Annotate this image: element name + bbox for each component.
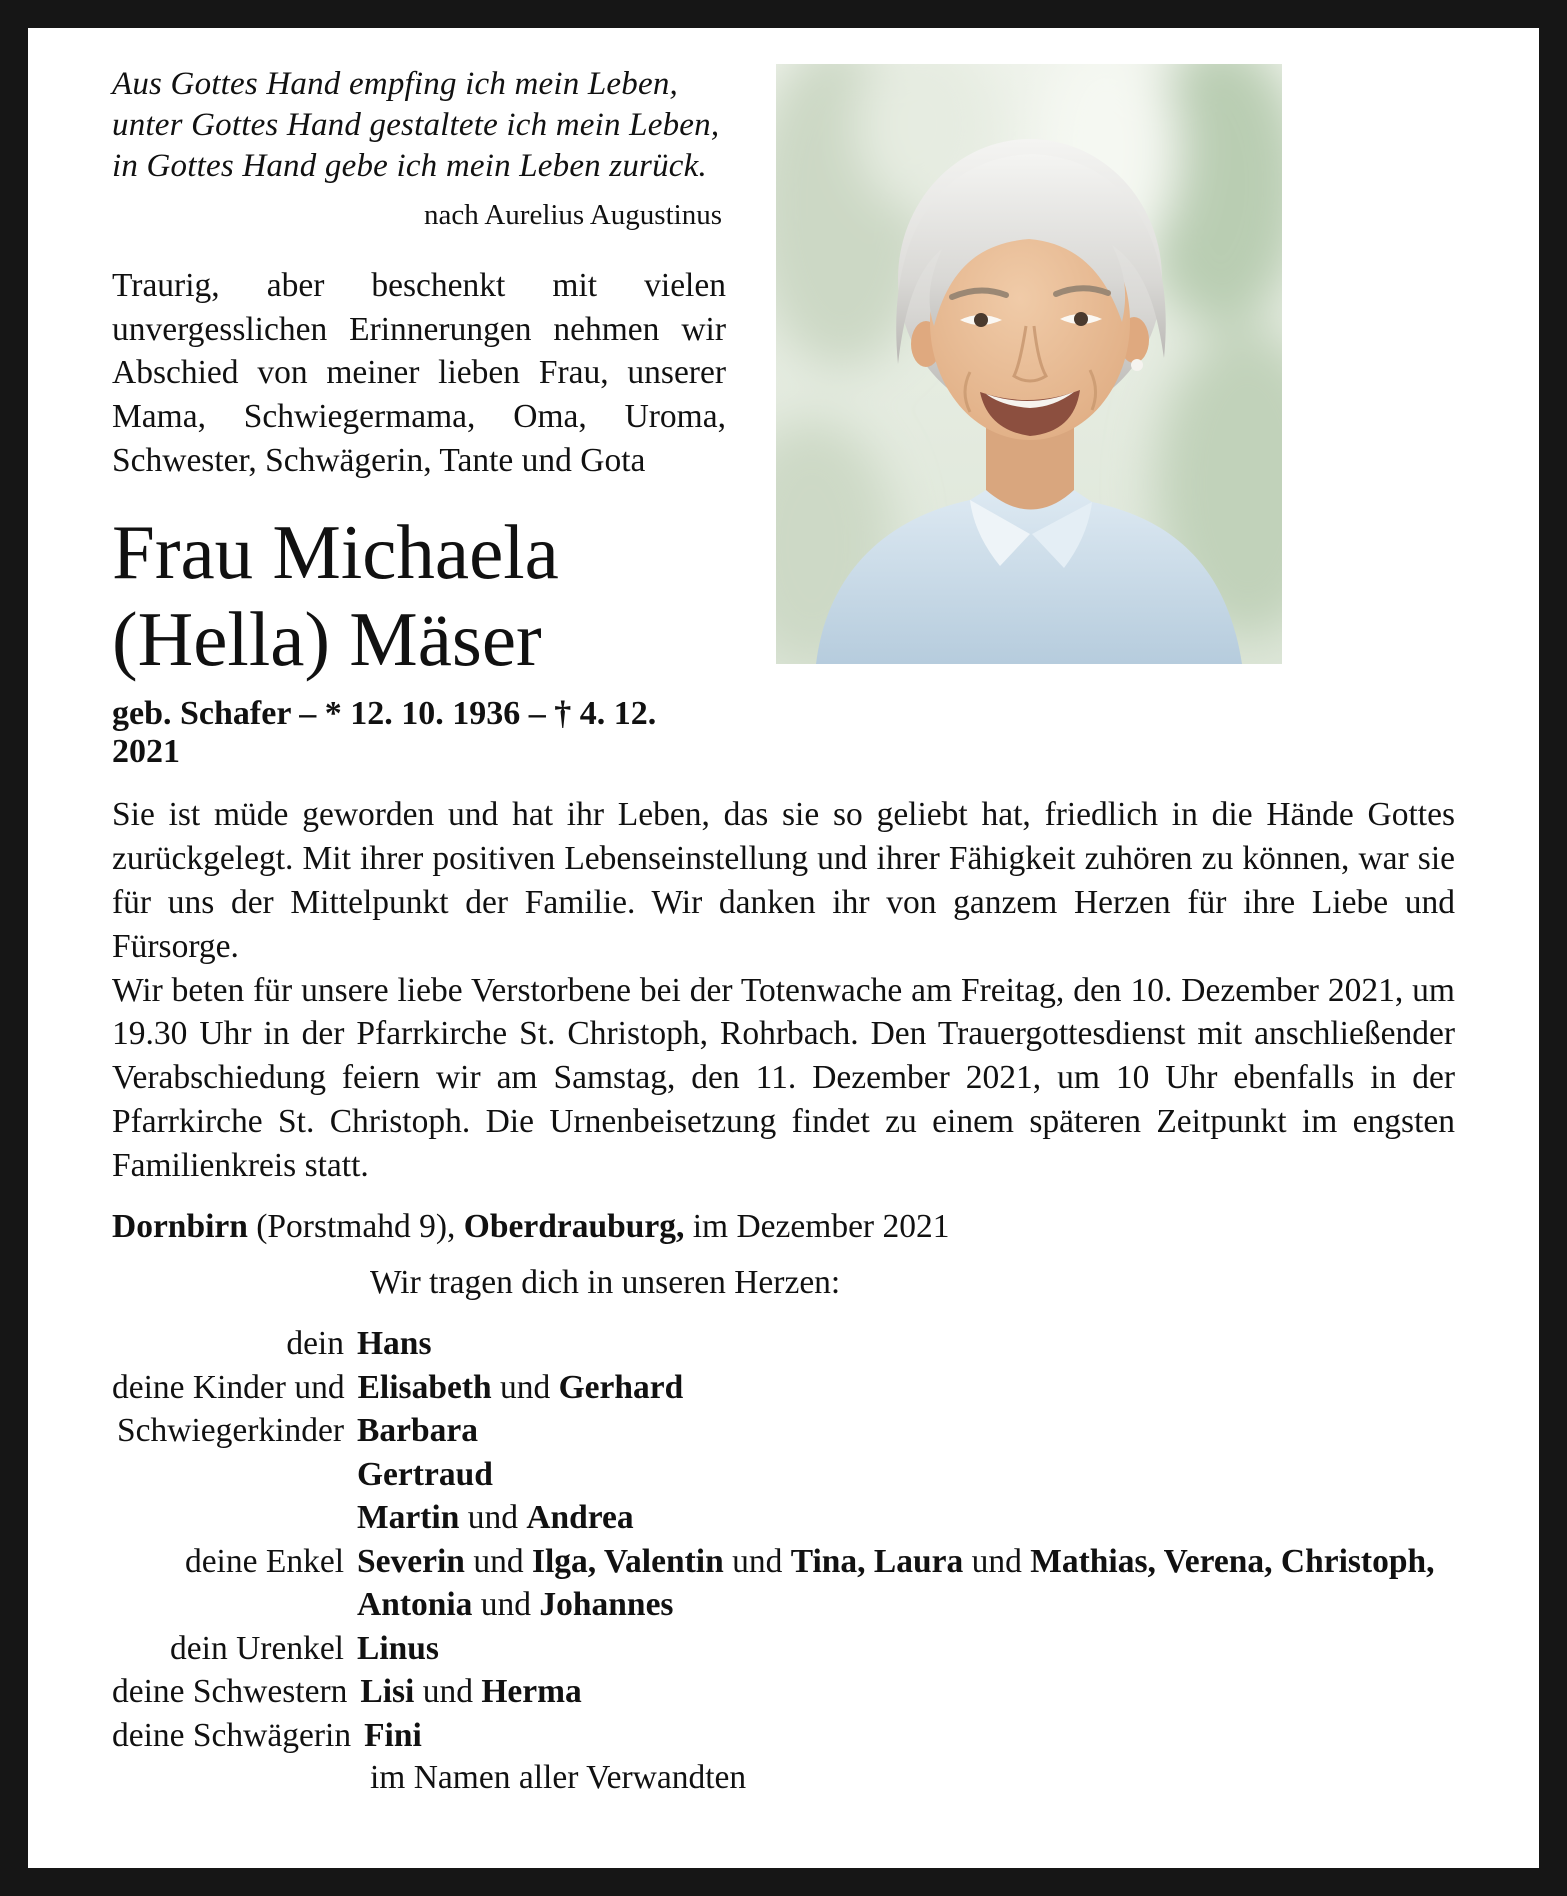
family-row [112,1670,1455,1714]
deceased-name-line1: Frau Michaela [112,509,559,596]
family-row [112,1496,1455,1540]
pearl-earring [1131,359,1143,371]
closing-line: im Namen aller Verwandten [370,1759,747,1797]
relation-label: dein [286,1324,344,1362]
portrait-illustration [776,64,1282,664]
relation-label: deine Kinder und [112,1368,345,1406]
family-row [112,1540,1455,1627]
quote-attribution: nach Aurelius Augustinus [423,198,722,231]
bold-text: Barbara [357,1412,478,1450]
intro-paragraph: Traurig, aber beschenkt mit vielen unvergesslichen Erinnerungen nehmen wir Abschied von meiner lieben Frau, unserer Mama, Schwiegermama, Oma, Uroma, Schwester, Schwägerin, Tante und Gota [112,266,726,480]
quote-line-2: unter Gottes Hand gestaltete ich mein Leben, [112,106,720,143]
family-row [112,1453,1455,1497]
opening-quote [112,64,726,187]
quote-line-3: in Gottes Hand gebe ich mein Leben zurück. [112,147,707,184]
obituary-content [28,28,1539,1868]
bold-text: Gertraud [357,1455,493,1493]
plain-text: und [414,1673,482,1711]
family-names [357,1322,1455,1366]
main-text [112,793,1455,1188]
plain-text: und [491,1368,559,1406]
family-row [112,1409,1455,1453]
bold-text: Gerhard [558,1368,684,1406]
quote-line-1: Aus Gottes Hand empfing ich mein Leben, [112,66,678,102]
plain-text: im Dezember 2021 [684,1207,950,1245]
plain-text: (Porstmahd 9), [247,1207,464,1245]
bold-text: Herma [481,1673,582,1711]
family-names [357,1453,1455,1497]
family-names [357,1409,1455,1453]
family-names [357,1627,1455,1671]
family-names [360,1670,1455,1714]
header-text-column [112,64,726,771]
bold-text: Linus [357,1629,439,1667]
bold-text: Severin [357,1542,465,1580]
bold-text: Martin [357,1499,460,1537]
bold-text: Dornbirn [112,1207,248,1245]
bold-text: Mathias, Verena, Christoph, Antonia [357,1542,1435,1624]
relation-label: deine Enkel [184,1542,344,1580]
relation-label: deine Schwestern [112,1673,348,1711]
bold-text: Ilga, Valentin [531,1542,724,1580]
pupil-left [974,313,988,327]
plain-text: und [464,1542,532,1580]
bold-text: Fini [364,1716,422,1754]
bold-text: Lisi [360,1673,415,1711]
relation-label: Schwiegerkinder [117,1412,344,1450]
service-paragraph: Wir beten für unsere liebe Verstorbene bei der Totenwache am Freitag, den 10. Dezember 2021, um 19.30 Uhr in der Pfarrkirche St. Christoph, Rohrbach. Den Trauergottesdienst mit anschließender Verabschiedung feiern wir am Samstag, den 11. Dezember 2021, um 10 Uhr ebenfalls in der Pfarrkirche St. Christoph. Die Urnenbeisetzung findet zu einem späteren Zeitpunkt im engsten Familienkreis statt. [112,971,1455,1185]
portrait-photo [776,64,1282,664]
bold-text: Oberdrauburg, [463,1207,685,1245]
deceased-name-line2: (Hella) Mäser [112,596,542,683]
bold-text: Hans [357,1324,432,1362]
family-names [364,1714,1455,1758]
family-names [357,1496,1455,1540]
birth-death-line: geb. Schafer – * 12. 10. 1936 – † 4. 12. 2021 [112,695,657,771]
family-row [112,1366,1455,1410]
hearts-heading: Wir tragen dich in unseren Herzen: [370,1263,841,1301]
plain-text: und [472,1586,540,1624]
relation-label [112,1453,357,1497]
plain-text: und [963,1542,1031,1580]
header-section [112,64,1455,771]
family-list [112,1322,1455,1757]
family-row [112,1627,1455,1671]
pupil-right [1074,312,1088,326]
bold-text: Johannes [539,1586,674,1624]
bold-text: Tina, Laura [790,1542,964,1580]
deceased-name [112,509,726,683]
family-row [112,1322,1455,1366]
dateline [112,1208,1455,1246]
family-names [358,1366,1455,1410]
relation-label [112,1496,357,1540]
plain-text: und [723,1542,791,1580]
bold-text: Andrea [526,1499,634,1537]
relation-label: deine Schwägerin [112,1716,352,1754]
plain-text: und [459,1499,527,1537]
relation-label: dein Urenkel [170,1629,344,1667]
farewell-paragraph: Sie ist müde geworden und hat ihr Leben, das sie so geliebt hat, friedlich in die Hände Gottes zurückgelegt. Mit ihrer positiven Lebenseinstellung und ihrer Fähigkeit zuhören zu können, war sie für uns der Mittelpunkt der Familie. Wir danken ihr von ganzem Herzen für ihre Liebe und Fürsorge. [112,796,1455,965]
bold-text: Elisabeth [357,1368,492,1406]
family-names [357,1540,1455,1627]
family-row [112,1714,1455,1758]
